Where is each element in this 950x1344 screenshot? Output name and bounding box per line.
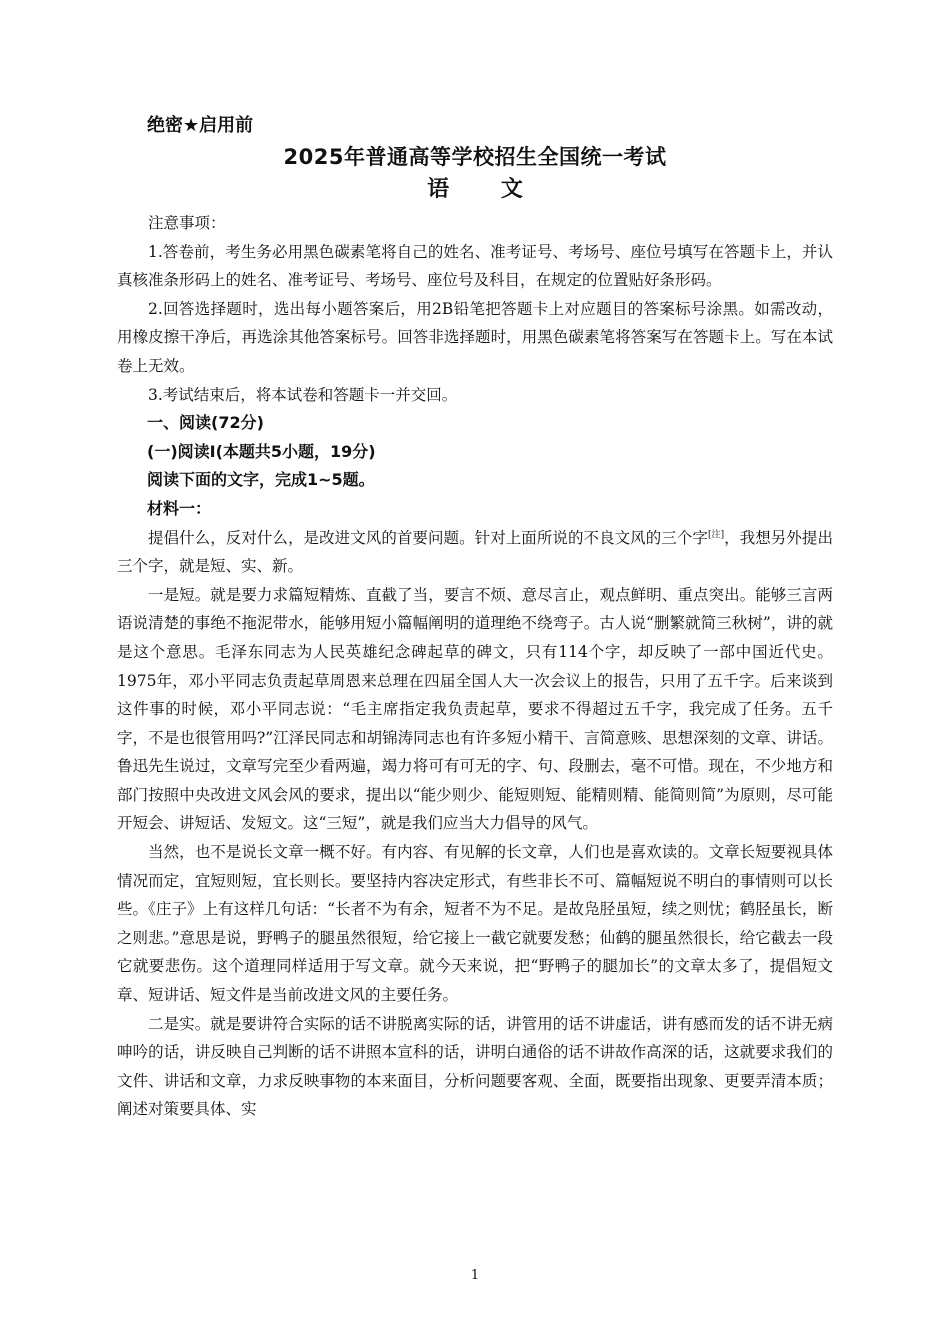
page-content xyxy=(117,113,833,1124)
subject-title: 语 文 xyxy=(427,177,545,202)
article-paragraph-1 xyxy=(117,524,833,581)
notice-title: 注意事项： xyxy=(148,214,226,232)
notice-item-1: 1.答卷前，考生务必用黑色碳素笔将自己的姓名、准考证号、考场号、座位号填写在答题卡上，并认真核准条形码上的姓名、准考证号、考场号、座位号及科目，在规定的位置贴好条形码。 xyxy=(117,242,833,290)
material-label: 材料一： xyxy=(147,498,212,518)
notice-item-2: 2.回答选择题时，选出每小题答案后，用2B铅笔把答题卡上对应题目的答案标号涂黑。如需改动，用橡皮擦干净后，再选涂其他答案标号。回答非选择题时，用黑色碳素笔将答案写在答题卡上。写在本试卷上无效。 xyxy=(117,299,833,375)
article-paragraph-1-end: ，我想另外提出三个字，就是短、实、新。 xyxy=(117,528,833,576)
footnote-marker: [注] xyxy=(707,529,725,540)
article-paragraph-1-start: 提倡什么，反对什么，是改进文风的首要问题。针对上面所说的不良文风的三个字 xyxy=(148,528,708,547)
exam-title: 2025年普通高等学校招生全国统一考试 xyxy=(283,145,667,169)
subsection-heading-reading-one: (一)阅读Ⅰ(本题共5小题，19分) xyxy=(147,441,376,461)
article-paragraph-4: 二是实。就是要讲符合实际的话不讲脱离实际的话，讲管用的话不讲虚话，讲有感而发的话不讲无病呻吟的话，讲反映自己判断的话不讲照本宣科的话，讲明白通俗的话不讲故作高深的话，这就要求我们的文件、讲话和文章，力求反映事物的本来面目，分析问题要客观、全面，既要指出现象、更要弄清本质；阐述对策要具体、实 xyxy=(117,1014,833,1119)
secret-label: 绝密★启用前 xyxy=(147,115,254,136)
section-heading-reading: 一、阅读(72分) xyxy=(147,413,264,433)
reading-instruction: 阅读下面的文字，完成1~5题。 xyxy=(147,470,375,490)
notice-item-3: 3.考试结束后，将本试卷和答题卡一并交回。 xyxy=(148,385,458,404)
page-number: 1 xyxy=(470,1268,480,1283)
article-paragraph-3: 当然，也不是说长文章一概不好。有内容、有见解的长文章，人们也是喜欢读的。文章长短要视具体情况而定，宜短则短，宜长则长。要坚持内容决定形式，有些非长不可、篇幅短说不明白的事情则可以长些。《庄子》上有这样几句话：“长者不为有余，短者不为不足。是故凫胫虽短，续之则忧；鹤胫虽长，断之则悲。”意思是说，野鸭子的腿虽然很短，给它接上一截它就要发愁；仙鹤的腿虽然很长，给它截去一段它就要悲伤。这个道理同样适用于写文章。就今天来说，把“野鸭子的腿加长”的文章太多了，提倡短文章、短讲话、短文件是当前改进文风的主要任务。 xyxy=(117,843,833,1005)
article-paragraph-2: 一是短。就是要力求篇短精炼、直截了当，要言不烦、意尽言止，观点鲜明、重点突出。能够三言两语说清楚的事绝不拖泥带水，能够用短小篇幅阐明的道理绝不绕弯子。古人说“删繁就简三秋树”，讲的就是这个意思。毛泽东同志为人民英雄纪念碑起草的碑文，只有114个字，却反映了一部中国近代史。1975年，邓小平同志负责起草周恩来总理在四届全国人大一次会议上的报告，只用了五千字。后来谈到这件事的时候，邓小平同志说：“毛主席指定我负责起草，要求不得超过五千字，我完成了任务。五千字，不是也很管用吗?”江泽民同志和胡锦涛同志也有许多短小精干、言简意赅、思想深刻的文章、讲话。鲁迅先生说过，文章写完至少看两遍，竭力将可有可无的字、句、段删去，毫不可惜。现在，不少地方和部门按照中央改进文风会风的要求，提出以“能少则少、能短则短、能精则精、能简则简”为原则，尽可能开短会、讲短话、发短文。这“三短”，就是我们应当大力倡导的风气。 xyxy=(117,585,833,833)
